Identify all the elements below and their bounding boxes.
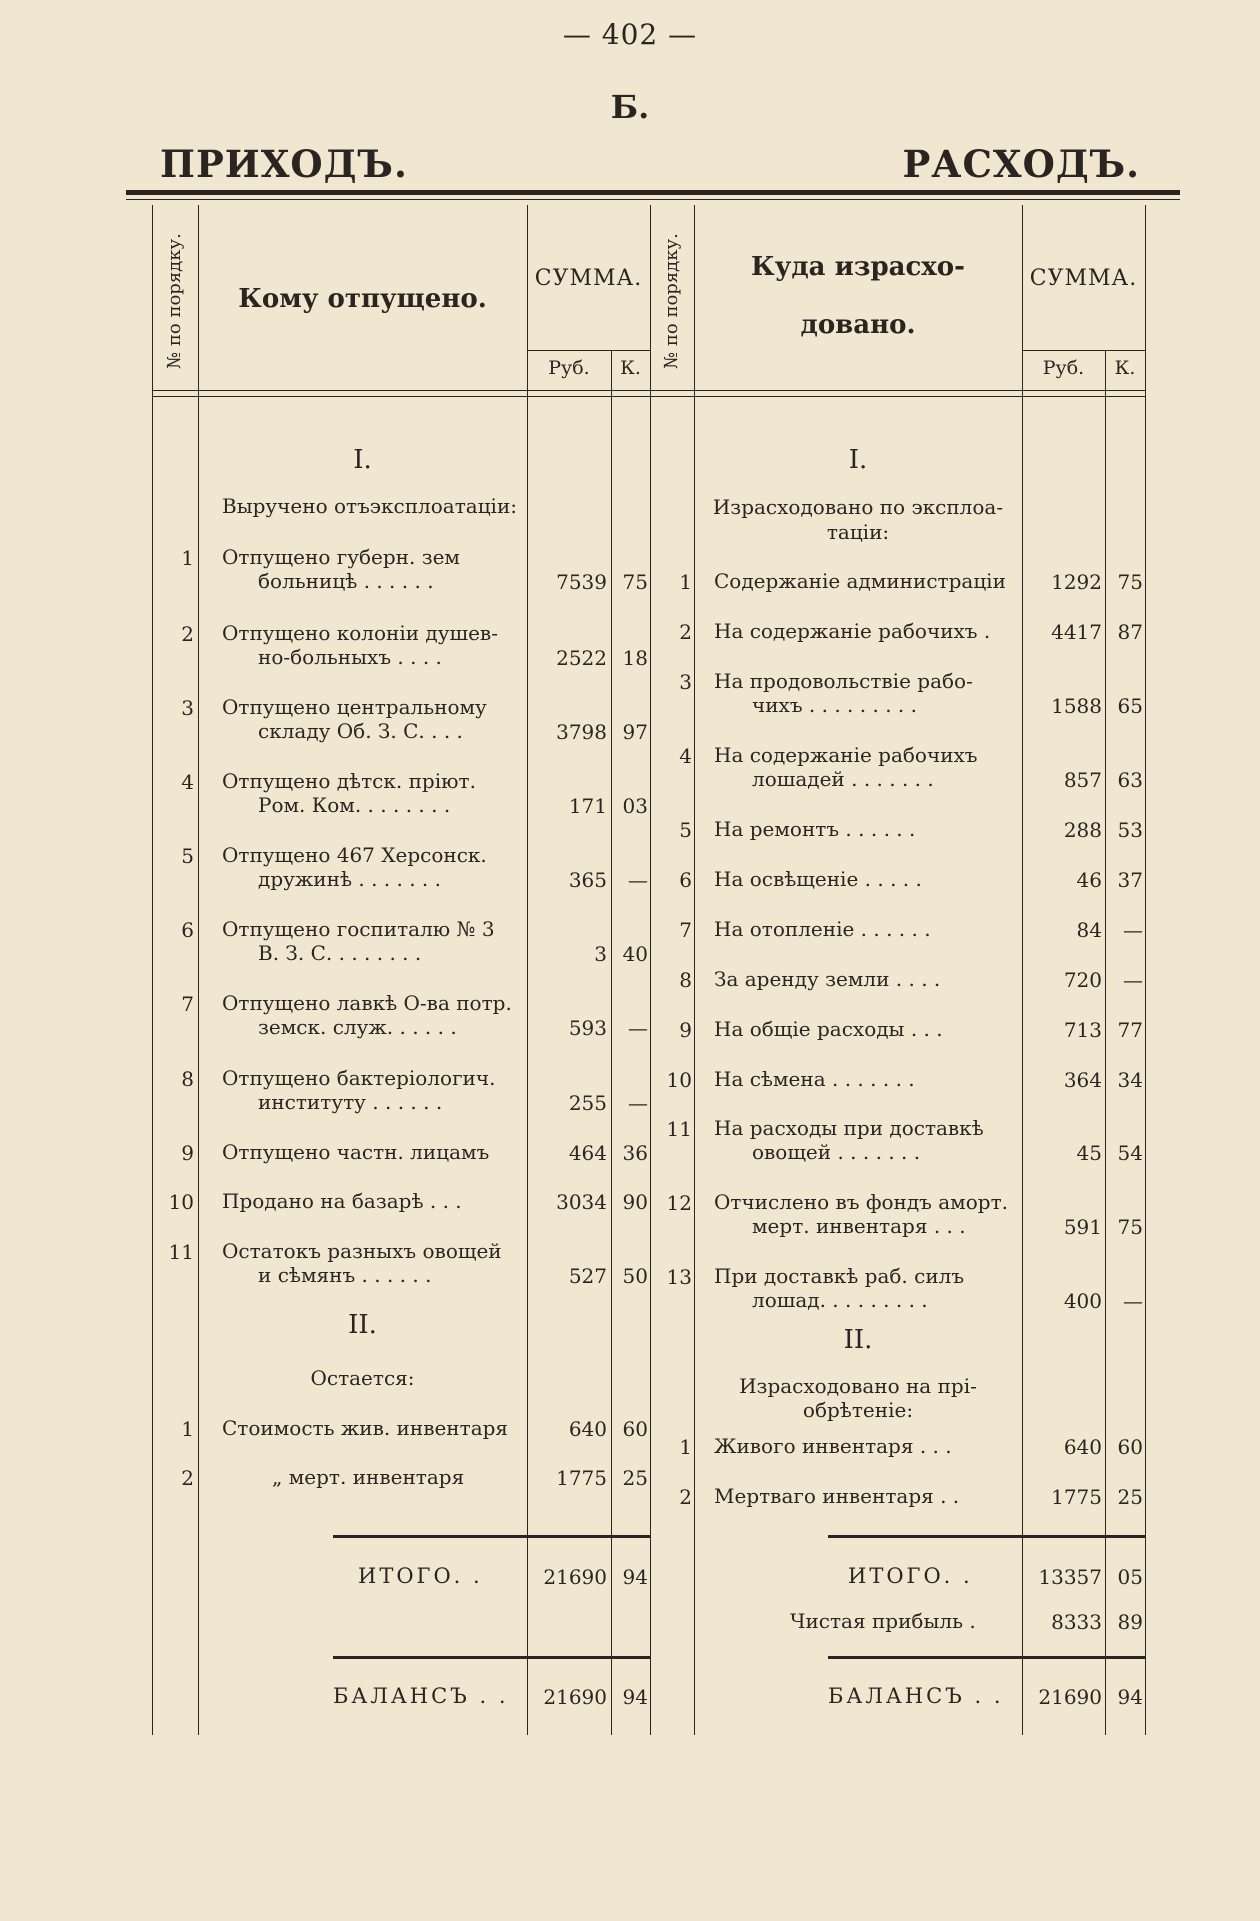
income-row-number: 2 xyxy=(181,622,194,646)
expense-row-desc-line1: Содержаніе администраціи xyxy=(714,569,1006,593)
income2-row-kop: 60 xyxy=(622,1417,648,1441)
expense-num-header: № по порядку. xyxy=(661,233,682,369)
income-row-desc-line2: но-больныхъ . . . . xyxy=(258,645,442,669)
expense2-row-desc: Мертваго инвентаря . . xyxy=(714,1484,960,1508)
header-bottom-rule xyxy=(152,396,1145,397)
expense-row-desc-line2: мерт. инвентаря . . . xyxy=(752,1214,966,1238)
expense-profit-label: Чистая прибыль . xyxy=(790,1609,976,1633)
income2-row-number: 1 xyxy=(181,1417,194,1441)
income2-row-number: 2 xyxy=(181,1466,194,1490)
expense-row-number: 8 xyxy=(679,968,692,992)
income-row-rub: 3798 xyxy=(556,720,607,744)
income-row-desc-line2: земск. служ. . . . . . xyxy=(258,1015,457,1039)
expense-row-desc-line2: овощей . . . . . . . xyxy=(752,1140,921,1164)
income-row-rub: 3034 xyxy=(556,1190,607,1214)
income-row-kop: 40 xyxy=(622,942,648,966)
expense-row-kop: 75 xyxy=(1117,1215,1143,1239)
expense-total-rub: 13357 xyxy=(1038,1565,1102,1589)
expense-row-rub: 400 xyxy=(1063,1289,1102,1313)
expense-rub-header: Руб. xyxy=(1042,357,1085,379)
expense-row-number: 4 xyxy=(679,744,692,768)
income-row-kop: 18 xyxy=(622,646,648,670)
income-row-rub: 464 xyxy=(568,1141,607,1165)
expense-balance-rub: 21690 xyxy=(1038,1685,1102,1709)
income-row-kop: 90 xyxy=(622,1190,648,1214)
income-row-rub: 7539 xyxy=(556,570,607,594)
income-row-desc-line1: Отпущено губерн. зем xyxy=(222,545,460,569)
expense-row-kop: 87 xyxy=(1117,620,1143,644)
income-rub-header: Руб. xyxy=(548,357,590,379)
income2-row-kop: 25 xyxy=(622,1466,648,1490)
expense2-row-rub: 1775 xyxy=(1051,1485,1102,1509)
expense-row-desc-line2: лошадей . . . . . . . xyxy=(752,767,934,791)
expense-total-kop: 05 xyxy=(1117,1565,1143,1589)
income-row-number: 1 xyxy=(181,546,194,570)
expense2-row-number: 1 xyxy=(679,1435,692,1459)
income-row-number: 7 xyxy=(181,992,194,1016)
income-row-desc-line1: Отпущено бактеріологич. xyxy=(222,1066,496,1090)
expense-part2-heading: II. xyxy=(843,1325,873,1355)
expense-row-rub: 4417 xyxy=(1051,620,1102,644)
expense-row-number: 3 xyxy=(679,670,692,694)
expense-row-number: 12 xyxy=(666,1191,692,1215)
expense-row-desc-line1: На отопленіе . . . . . . xyxy=(714,917,931,941)
expense-row-rub: 1588 xyxy=(1051,694,1102,718)
column-line xyxy=(611,350,612,1735)
expense-row-desc-line1: Отчислено въ фондъ аморт. xyxy=(714,1190,1008,1214)
expense-row-kop: 53 xyxy=(1117,818,1143,842)
income-row-desc-line1: Отпущено дѣтск. пріют. xyxy=(222,769,476,793)
income-row-desc-line2: и сѣмянъ . . . . . . xyxy=(258,1263,432,1287)
expense-profit-kop: 89 xyxy=(1117,1610,1143,1634)
expense-row-rub: 591 xyxy=(1063,1215,1102,1239)
income-row-desc-line1: Отпущено 467 Херсонск. xyxy=(222,843,487,867)
expense-row-rub: 84 xyxy=(1076,918,1102,942)
income-row-kop: 36 xyxy=(622,1141,648,1165)
income-desc-header: Кому отпущено. xyxy=(238,284,487,314)
expense-row-desc-line1: На общіе расходы . . . xyxy=(714,1017,943,1041)
expense-row-rub: 288 xyxy=(1063,818,1102,842)
income-row-number: 9 xyxy=(181,1141,194,1165)
expense-balance-label: БАЛАНСЪ . . xyxy=(828,1684,1004,1708)
expense-row-kop: — xyxy=(1123,1289,1143,1313)
expense-row-kop: 65 xyxy=(1117,694,1143,718)
expense-row-number: 1 xyxy=(679,570,692,594)
income-row-number: 10 xyxy=(168,1190,194,1214)
header-rule xyxy=(126,190,1180,195)
income-row-desc-line2: дружинѣ . . . . . . . xyxy=(258,867,442,891)
income-row-number: 11 xyxy=(168,1240,194,1264)
income-row-kop: — xyxy=(628,868,648,892)
expense-row-kop: 37 xyxy=(1117,868,1143,892)
income-row-number: 6 xyxy=(181,918,194,942)
expense-row-number: 11 xyxy=(666,1117,692,1141)
expense-desc-header-line2: довано. xyxy=(800,310,916,340)
income-row-number: 5 xyxy=(181,844,194,868)
income-kop-header: К. xyxy=(620,357,641,379)
expense-row-number: 2 xyxy=(679,620,692,644)
income-balance-label: БАЛАНСЪ . . xyxy=(333,1684,509,1708)
income-row-number: 3 xyxy=(181,696,194,720)
income-title: ПРИХОДЪ. xyxy=(160,142,408,186)
income-row-kop: 75 xyxy=(622,570,648,594)
income2-row-desc: „ мерт. инвентаря xyxy=(272,1465,465,1489)
income-row-kop: — xyxy=(628,1091,648,1115)
expense-total-rule xyxy=(828,1535,1145,1538)
expense-row-number: 13 xyxy=(666,1265,692,1289)
column-line xyxy=(1105,350,1106,1735)
income-row-number: 4 xyxy=(181,770,194,794)
income-total-rule xyxy=(333,1535,650,1538)
expense-row-desc-line1: На содержаніе рабочихъ . xyxy=(714,619,991,643)
income-row-desc-line1: Отпущено колоніи душев- xyxy=(222,621,498,645)
expense-row-kop: 77 xyxy=(1117,1018,1143,1042)
income-total-rub: 21690 xyxy=(543,1565,607,1589)
income-row-desc-line1: Продано на базарѣ . . . xyxy=(222,1189,462,1213)
income-row-rub: 365 xyxy=(568,868,607,892)
income-total-kop: 94 xyxy=(622,1565,648,1589)
income-part1-intro: Выручено отъэксплоатаціи: xyxy=(222,494,518,518)
income2-row-rub: 640 xyxy=(568,1417,607,1441)
expense-row-desc-line2: лошад. . . . . . . . . xyxy=(752,1288,928,1312)
expense-row-rub: 45 xyxy=(1076,1141,1102,1165)
income-row-desc-line2: В. З. С. . . . . . . . xyxy=(258,941,422,965)
expense-row-number: 10 xyxy=(666,1068,692,1092)
expense-row-desc-line1: На освѣщеніе . . . . . xyxy=(714,867,922,891)
income-balance-rub: 21690 xyxy=(543,1685,607,1709)
expense2-row-desc: Живого инвентаря . . . xyxy=(714,1434,952,1458)
income-row-desc-line2: больницѣ . . . . . . xyxy=(258,569,434,593)
income-sum-header: СУММА. xyxy=(534,266,643,291)
income-row-kop: 03 xyxy=(622,794,648,818)
income-total-label: ИТОГО. . xyxy=(358,1564,483,1588)
column-line xyxy=(152,205,153,1735)
income-part2-heading: II. xyxy=(348,1310,377,1340)
expense-kop-header: К. xyxy=(1114,357,1136,379)
sum-divider xyxy=(527,350,650,351)
expense-part2-intro-line1: Израсходовано на прі- xyxy=(739,1374,977,1398)
header-rule-thin xyxy=(126,199,1180,200)
expense-row-desc-line1: На продовольствіе рабо- xyxy=(714,669,973,693)
expense-balance-kop: 94 xyxy=(1117,1685,1143,1709)
income-row-rub: 527 xyxy=(568,1264,607,1288)
income-row-rub: 171 xyxy=(568,794,607,818)
income-row-desc-line1: Отпущено лавкѣ О-ва потр. xyxy=(222,991,512,1015)
expense-profit-rub: 8333 xyxy=(1051,1610,1102,1634)
income-row-kop: 97 xyxy=(622,720,648,744)
expense-row-desc-line2: чихъ . . . . . . . . . xyxy=(752,693,917,717)
column-line xyxy=(527,205,528,1735)
income-row-rub: 2522 xyxy=(556,646,607,670)
income-row-desc-line1: Остатокъ разныхъ овощей xyxy=(222,1239,502,1263)
income-row-rub: 255 xyxy=(568,1091,607,1115)
expense-row-number: 6 xyxy=(679,868,692,892)
income-row-desc-line2: складу Об. З. С. . . . xyxy=(258,719,463,743)
expense-desc-header-line1: Куда израсхо- xyxy=(751,252,965,282)
income-balance-rule xyxy=(333,1656,650,1659)
income-part1-heading: I. xyxy=(353,445,372,475)
income-row-desc-line2: институту . . . . . . xyxy=(258,1090,443,1114)
income2-row-rub: 1775 xyxy=(556,1466,607,1490)
expense-row-desc-line1: На расходы при доставкѣ xyxy=(714,1116,984,1140)
income-row-rub: 3 xyxy=(594,942,607,966)
expense-row-kop: — xyxy=(1123,918,1143,942)
expense-row-kop: 34 xyxy=(1117,1068,1143,1092)
income2-row-desc: Стоимость жив. инвентаря xyxy=(222,1416,509,1440)
expense-row-rub: 857 xyxy=(1063,768,1102,792)
column-line xyxy=(1145,205,1146,1735)
income-row-kop: 50 xyxy=(622,1264,648,1288)
income-num-header: № по порядку. xyxy=(164,233,185,369)
expense-part1-intro-line1: Израсходовано по эксплоа- xyxy=(712,495,1004,519)
expense-part1-intro-line2: таціи: xyxy=(826,520,890,544)
expense-row-rub: 364 xyxy=(1063,1068,1102,1092)
income-row-rub: 593 xyxy=(568,1016,607,1040)
page-number: — 402 — xyxy=(562,18,698,51)
column-line xyxy=(650,205,651,1735)
income-row-number: 8 xyxy=(181,1067,194,1091)
expense-row-kop: 54 xyxy=(1117,1141,1143,1165)
expense-row-kop: — xyxy=(1123,968,1143,992)
expense-row-desc-line1: За аренду земли . . . . xyxy=(714,967,941,991)
expense-row-kop: 63 xyxy=(1117,768,1143,792)
expense-row-desc-line1: На содержаніе рабочихъ xyxy=(714,743,978,767)
column-line xyxy=(694,205,695,1735)
expense-row-rub: 720 xyxy=(1063,968,1102,992)
income-row-desc-line1: Отпущено госпиталю № 3 xyxy=(222,917,495,941)
expense-row-rub: 1292 xyxy=(1051,570,1102,594)
expense-title: РАСХОДЪ. xyxy=(902,142,1140,186)
expense-row-rub: 713 xyxy=(1063,1018,1102,1042)
expense2-row-kop: 25 xyxy=(1117,1485,1143,1509)
expense-part2-intro-line2: обрѣтеніе: xyxy=(802,1398,914,1422)
income-row-desc-line2: Ром. Ком. . . . . . . . xyxy=(258,793,451,817)
income-row-desc-line1: Отпущено частн. лицамъ xyxy=(222,1140,490,1164)
section-letter: Б. xyxy=(610,88,650,126)
expense-row-number: 7 xyxy=(679,918,692,942)
expense-row-desc-line1: На ремонтъ . . . . . . xyxy=(714,817,916,841)
income-row-desc-line1: Отпущено центральному xyxy=(222,695,487,719)
income-part2-intro: Остается: xyxy=(310,1366,415,1390)
expense-part1-heading: I. xyxy=(848,445,868,475)
income-row-kop: — xyxy=(628,1016,648,1040)
income-balance-kop: 94 xyxy=(622,1685,648,1709)
expense-row-number: 9 xyxy=(679,1018,692,1042)
expense-row-rub: 46 xyxy=(1076,868,1102,892)
expense2-row-rub: 640 xyxy=(1063,1435,1102,1459)
expense-row-desc-line1: При доставкѣ раб. силъ xyxy=(714,1264,965,1288)
expense-row-kop: 75 xyxy=(1117,570,1143,594)
expense2-row-kop: 60 xyxy=(1117,1435,1143,1459)
sum-divider xyxy=(1022,350,1145,351)
expense-sum-header: СУММА. xyxy=(1029,266,1138,291)
expense-row-desc-line1: На сѣмена . . . . . . . xyxy=(714,1067,915,1091)
column-line xyxy=(198,205,199,1735)
expense-total-label: ИТОГО. . xyxy=(848,1564,973,1588)
expense-balance-rule xyxy=(828,1656,1145,1659)
header-bottom-rule xyxy=(152,390,1145,391)
expense2-row-number: 2 xyxy=(679,1485,692,1509)
expense-row-number: 5 xyxy=(679,818,692,842)
